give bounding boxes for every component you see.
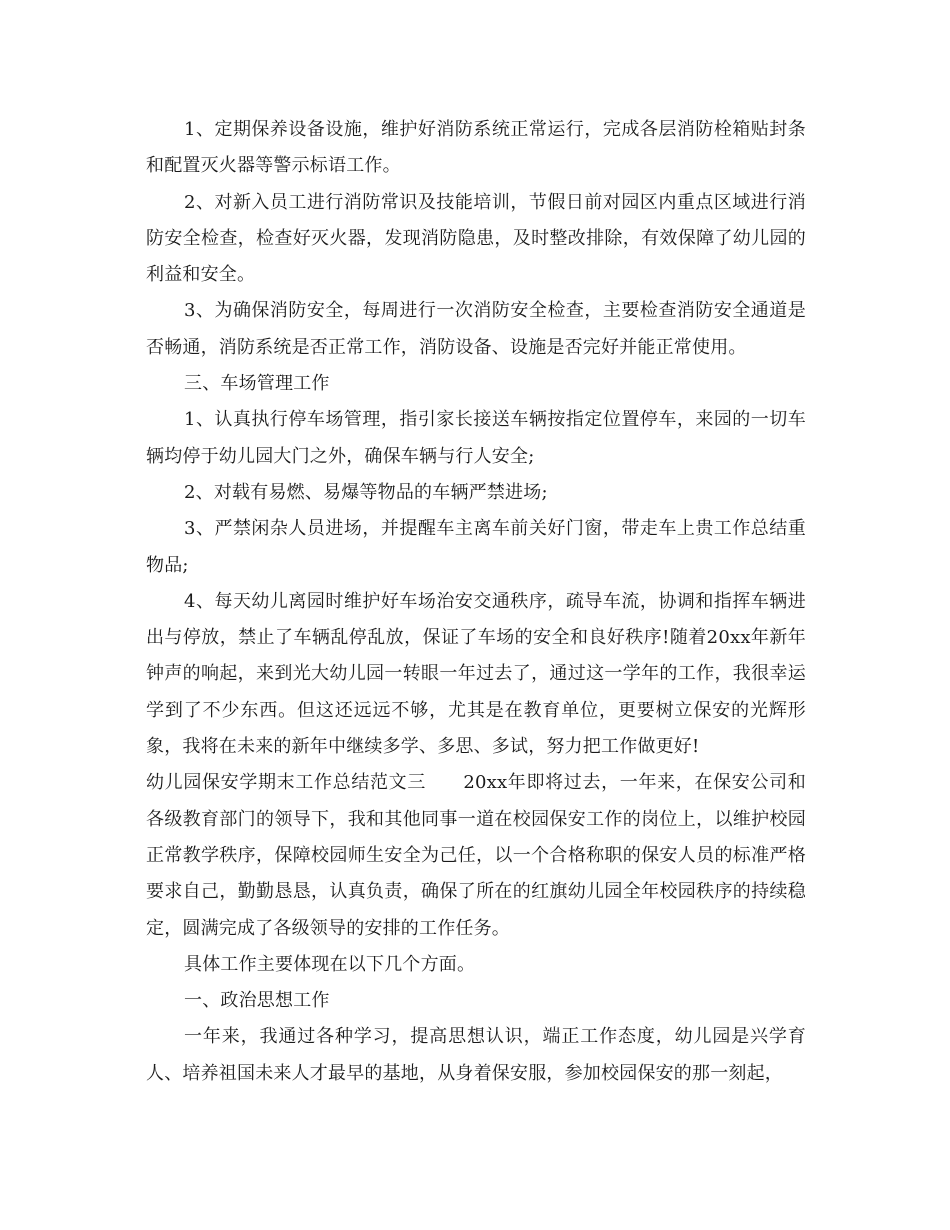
paragraph-political-work: 一年来，我通过各种学习，提高思想认识，端正工作态度，幼儿园是兴学育人、培养祖国未来人才最早的基地，从身着保安服，参加校园保安的那一刻起， xyxy=(146,1026,806,1084)
paragraph-flammable-ban: 2、对载有易燃、易爆等物品的车辆严禁进场; xyxy=(184,481,548,503)
paragraph-parking-rules: 1、认真执行停车场管理，指引家长接送车辆按指定位置停车，来园的一切车辆均停于幼儿园大门之外，确保车辆与行人安全; xyxy=(146,409,806,467)
document-body xyxy=(146,112,806,1092)
paragraph-fire-training: 2、对新入员工进行消防常识及技能培训，节假日前对园区内重点区域进行消防安全检查，检查好灭火器，发现消防隐患，及时整改排除，有效保障了幼儿园的利益和安全。 xyxy=(146,191,806,286)
section-heading-political: 一、政治思想工作 xyxy=(184,990,330,1012)
paragraph-traffic-order: 4、每天幼儿离园时维护好车场治安交通秩序，疏导车流，协调和指挥车辆进出与停放，禁止了车辆乱停乱放，保证了车场的安全和良好秩序!随着20xx年新年钟声的响起，来到光大幼儿园一转眼一年过去了，通过这一学年的工作，我很幸运学到了不少东西。但这还远远不够，尤其是在教育单位，更要树立保安的光辉形象，我将在未来的新年中继续多学、多思、多试，努力把工作做更好! xyxy=(146,590,806,758)
paragraph-fire-inspection: 3、为确保消防安全，每周进行一次消防安全检查，主要检查消防安全通道是否畅通，消防系统是否正常工作，消防设备、设施是否完好并能正常使用。 xyxy=(146,300,806,358)
paragraph-idle-persons: 3、严禁闲杂人员进场，并提醒车主离车前关好门窗，带走车上贵工作总结重物品; xyxy=(146,518,806,576)
paragraph-aspects-intro: 具体工作主要体现在以下几个方面。 xyxy=(184,953,476,975)
paragraph-fire-maintenance: 1、定期保养设备设施，维护好消防系统正常运行，完成各层消防栓箱贴封条和配置灭火器等警示标语工作。 xyxy=(146,119,806,177)
section-heading-parking: 三、车场管理工作 xyxy=(184,373,330,395)
paragraph-summary-three: 幼儿园保安学期末工作总结范文三 20xx年即将过去，一年来，在保安公司和各级教育部门的领导下，我和其他同事一道在校园保安工作的岗位上，以维护校园正常教学秩序，保障校园师生安全为己任，以一个合格称职的保安人员的标准严格要求自己，勤勤恳恳，认真负责，确保了所在的红旗幼儿园全年校园秩序的持续稳定，圆满完成了各级领导的安排的工作任务。 xyxy=(146,772,806,939)
